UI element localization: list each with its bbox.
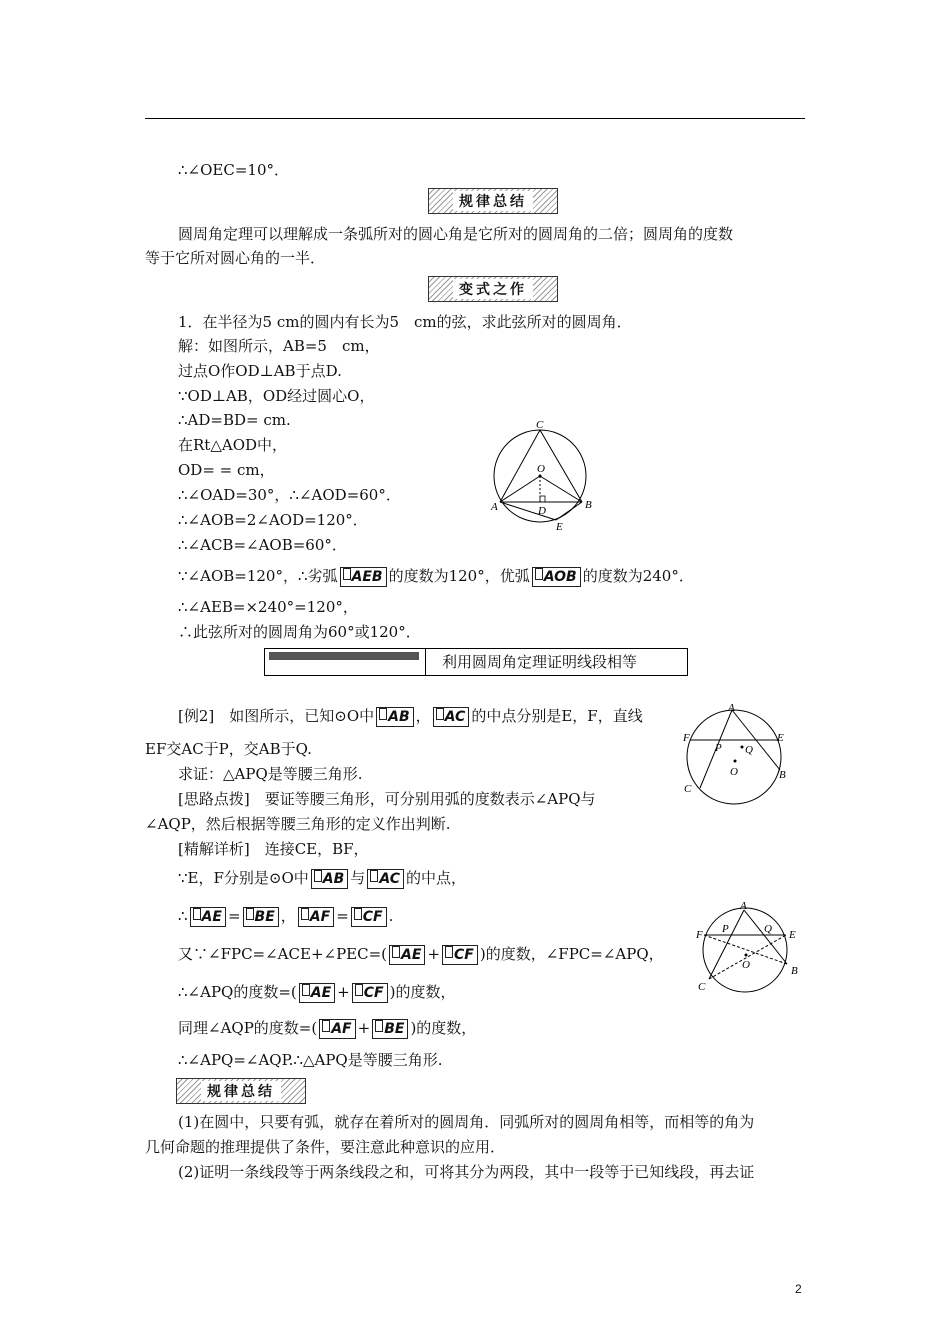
solution-line: ∴∠OAD=30°，∴∠AOD=60°． (178, 486, 401, 504)
label-q: Q (745, 744, 753, 756)
example-line: [例2] 如图所示，已知⊙O中 AB ， AC 的中点分别是E，F，直线 (178, 707, 643, 725)
solution-line: OD= = cm， (178, 461, 275, 479)
solution-line: ∴AD=BD= cm. (178, 411, 291, 429)
center-dot (745, 954, 748, 957)
question-1: 1．在半径为5 cm的圆内有长为5 cm的弦，求此弦所对的圆周角． (178, 313, 632, 331)
segment-ae (500, 502, 556, 520)
figure-example2-a (678, 700, 798, 812)
section-badge-variant: 变式之作 (428, 276, 558, 302)
segment-ca (500, 430, 540, 502)
summary-line: 几何命题的推理提供了条件，要注意此种意识的应用． (145, 1138, 506, 1156)
arc-cf: CF (351, 907, 387, 927)
segment-oa (500, 476, 540, 502)
example-line: ∵E，F分别是⊙O中 AB 与 AC 的中点， (178, 869, 467, 887)
label-p: P (722, 923, 729, 935)
solution-line: ∴此弦所对的圆周角为60°或120°． (178, 623, 421, 641)
example-line: ∴∠APQ的度数=( AE + CF )的度数， (178, 983, 456, 1001)
label-o: O (537, 463, 545, 475)
page-number: 2 (795, 1282, 802, 1296)
solution-line: 过点O作OD⊥AB于点D. (178, 362, 342, 380)
summary-line: (2)证明一条线段等于两条线段之和，可将其分为两段，其中一段等于已知线段，再去证 (178, 1163, 755, 1181)
text-line: ∴∠OEC=10°． (178, 161, 289, 179)
summary-line: (1)在圆中，只要有弧，就存在着所对的圆周角．同弧所对的圆周角相等，而相等的角为 (178, 1113, 755, 1131)
arc-af: AF (319, 1019, 355, 1039)
solution-line: 在Rt△AOD中， (178, 436, 288, 454)
segment-cb (540, 430, 582, 502)
arc-cf: CF (352, 983, 388, 1003)
arc-aob: AOB (532, 567, 581, 587)
segment-ob (540, 476, 582, 502)
example-line: 又∵∠FPC=∠ACE+∠PEC=( AE + CF )的度数，∠FPC=∠APQ， (178, 945, 664, 963)
circle (687, 710, 781, 804)
label-a: A (491, 501, 498, 513)
arc-ae: AE (190, 907, 226, 927)
solution-line: ∵OD⊥AB，OD经过圆心O， (178, 387, 375, 405)
example-line: ∴ AE = BE ， AF = CF . (178, 907, 394, 925)
arc-ab: AB (376, 707, 414, 727)
center-dot (734, 760, 737, 763)
label-e: E (777, 732, 784, 744)
label-c: C (536, 419, 544, 431)
figure-circle-chord (488, 418, 598, 538)
solution-line: ∴∠AOB=2∠AOD=120°． (178, 511, 368, 529)
dot (741, 746, 744, 749)
arc-af: AF (298, 907, 334, 927)
label-e: E (789, 929, 796, 941)
example-line: 同理∠AQP的度数=( AF + BE )的度数， (178, 1019, 477, 1037)
label-c: C (698, 981, 706, 993)
section-badge-rule-summary: 规律总结 (428, 188, 558, 214)
circle (703, 908, 787, 992)
label-b: B (791, 965, 798, 977)
label-d: D (538, 505, 546, 517)
label-a: A (728, 702, 735, 714)
topic-table (264, 648, 688, 676)
segment-be (556, 502, 582, 520)
label-f: F (696, 929, 703, 941)
label-f: F (683, 732, 690, 744)
text-line: 圆周角定理可以理解成一条弧所对的圆心角是它所对的圆周角的二倍；圆周角的度数 (178, 225, 734, 243)
label-a: A (740, 900, 747, 912)
section-badge-rule-summary-2: 规律总结 (176, 1078, 306, 1104)
segment-ab (744, 910, 787, 964)
example-line: [思路点拨] 要证等腰三角形，可分别用弧的度数表示∠APQ与 (178, 790, 596, 808)
arc-ae: AE (299, 983, 335, 1003)
arc-aeb: AEB (340, 567, 387, 587)
example-line: ∠AQP，然后根据等腰三角形的定义作出判断. (145, 815, 451, 833)
label-o: O (742, 959, 750, 971)
example-line: EF交AC于P，交AB于Q. (145, 740, 312, 758)
arc-be: BE (372, 1019, 408, 1039)
solution-line: ∵∠AOB=120°，∴劣弧 AEB 的度数为120°，优弧 AOB 的度数为240°． (178, 567, 694, 585)
label-c: C (684, 783, 692, 795)
example-line: [精解详析] 连接CE，BF， (178, 840, 369, 858)
arc-ac: AC (367, 869, 404, 889)
label-b: B (779, 769, 786, 781)
header-rule (145, 118, 805, 119)
solution-line: ∴∠ACB=∠AOB=60°． (178, 536, 347, 554)
solution-line: ∴∠AEB=×240°=120°， (178, 598, 358, 616)
arc-ae: AE (389, 945, 425, 965)
label-q: Q (764, 923, 772, 935)
label-o: O (730, 766, 738, 778)
topic-tag (269, 652, 419, 660)
label-e: E (556, 521, 563, 533)
example-line: 求证：△APQ是等腰三角形. (178, 765, 363, 783)
right-angle-mark (540, 496, 545, 502)
arc-ab: AB (311, 869, 349, 889)
arc-ac: AC (433, 707, 470, 727)
figure-example2-b (694, 900, 808, 1002)
label-b: B (585, 499, 592, 511)
arc-be: BE (243, 907, 279, 927)
topic-tag-cell (265, 649, 426, 675)
label-p: P (715, 742, 722, 754)
topic-title: 利用圆周角定理证明线段相等 (442, 653, 638, 671)
arc-cf: CF (442, 945, 478, 965)
text-line: 等于它所对圆心角的一半． (145, 249, 326, 267)
example-line: ∴∠APQ=∠AQP.∴△APQ是等腰三角形. (178, 1051, 443, 1069)
solution-line: 解：如图所示，AB=5 cm， (178, 337, 380, 355)
